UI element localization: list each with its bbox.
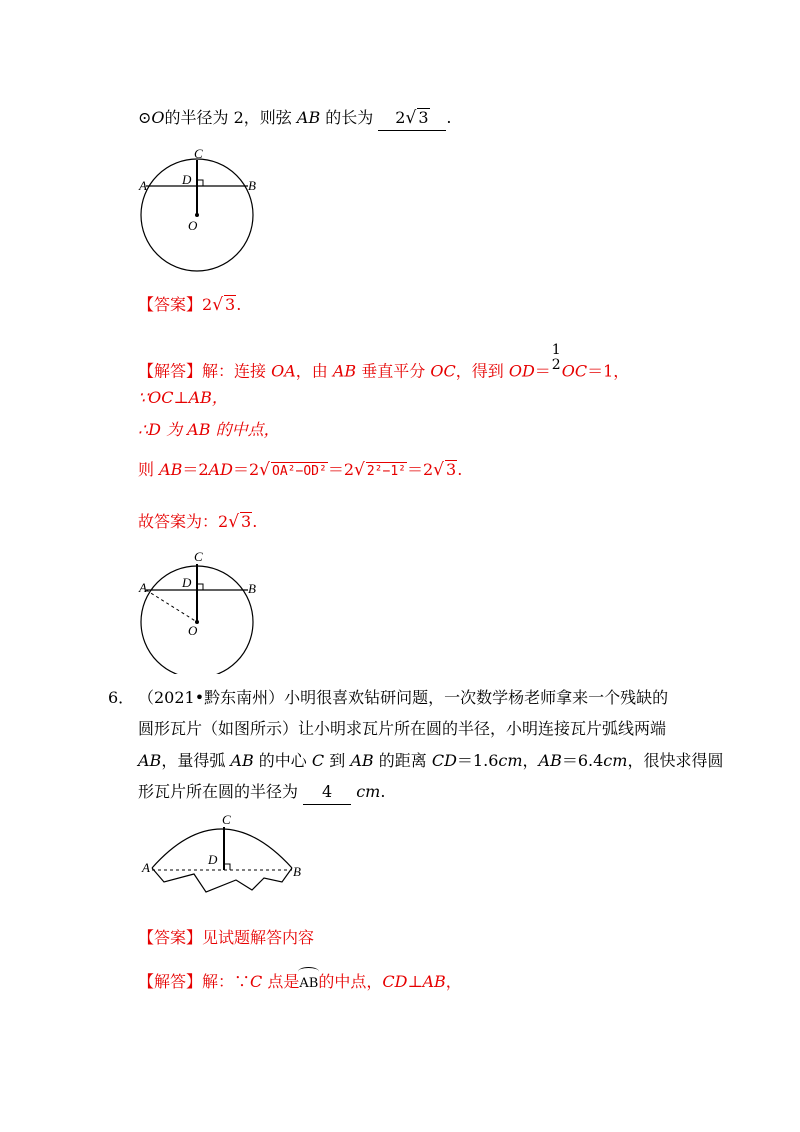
var-ab: AB [296,108,321,127]
q5-solution-line1 [138,342,630,387]
label-c: C [194,549,203,564]
var-ab: AB [422,972,446,991]
q5-solution-line3: ∴D 为 AB 的中点， [138,420,280,439]
q6-text: ＝1.6 [456,751,499,770]
label-d: D [182,575,192,590]
q5-solution-line2: ∵OC⊥AB， [138,388,228,407]
solution-tag: 【解答】 [138,361,203,381]
q5-solution-line4 [138,458,462,482]
label-b: B [248,581,256,596]
radicand: 2²−1² [366,464,406,479]
q6-text: ， [522,751,539,770]
arc-ab: AB [299,972,318,996]
unit-cm: cm [603,751,628,770]
var-cd: CD [382,972,408,991]
q5-final-answer [138,510,257,534]
final-end: . [252,512,258,531]
radical-sign: √ [259,460,271,480]
sol-text: ＝1， [587,361,630,381]
unit-cm: cm [356,782,381,801]
label-b: B [248,178,256,193]
q6-text: 形瓦片所在圆的半径为 [138,782,299,801]
var-ab: AB [138,751,162,770]
fraction-half [552,343,561,373]
label-a: A [139,178,147,193]
var-ab: AB [159,460,183,479]
answer-tag: 【答案】 [138,928,203,947]
sol-text: ＝2 [327,460,354,479]
answer-end: . [236,295,242,314]
final-text: 故答案为：2 [138,512,229,531]
solution-tag: 【解答】 [138,972,203,991]
label-a: A [139,580,147,595]
q6-text: ，很快求得圆 [627,751,724,770]
sol-text: ，由 [295,361,333,381]
var-oc: OC [430,361,456,381]
sol-text: ＝2 [182,460,209,479]
label-a: A [142,860,150,875]
var-oc: OC [561,361,588,381]
answer-coef: 2 [202,295,213,314]
var-ab: AB [332,361,357,381]
answer-blank [378,106,446,131]
stem-text: 的半径为 2，则弦 [164,108,297,127]
label-c: C [194,146,203,161]
answer-blank [303,780,351,805]
var-cd: CD [431,751,457,770]
radical-sign: √ [433,460,445,480]
radicand: 3 [418,108,429,127]
q6-text: ，量得弧 [161,751,231,770]
q6-line2: 圆形瓦片（如图所示）让小明求瓦片所在圆的半径，小明连接瓦片弧线两端 [138,719,667,738]
var-ab: AB [350,751,374,770]
label-o: O [188,218,198,233]
label-d: D [182,172,192,187]
q6-text: 到 [324,751,351,770]
sol-text: 解： [202,972,235,991]
label-o: O [188,623,198,638]
stem-text: 的长为 [320,108,374,127]
sol-text: 的中点， [318,972,383,991]
answer-coef: 2 [395,108,406,127]
radicand: 3 [241,512,252,531]
sol-text: ＝2 [232,460,260,479]
question-number: 6． [108,688,135,707]
q6-tile-figure [136,810,306,900]
q6-solution [138,970,462,996]
sol-text: 解：连接 [202,361,272,381]
radicand: 3 [446,460,457,479]
q6-answer [138,926,314,950]
sol-text: ， [445,972,462,991]
sol-text: ，得到 [455,361,509,381]
radical-sign: √ [405,108,417,128]
q5-solution-figure [136,544,266,674]
radicand: OA²−OD² [272,464,327,479]
frac-den: 2 [551,357,561,373]
sol-text: . [457,460,463,479]
q6-text: （2021•黔东南州）小明很喜欢钻研问题，一次数学杨老师拿来一个残缺的 [138,688,669,707]
perp-symbol: ⊥ [407,972,423,991]
q5-answer [138,293,241,317]
radical-sign: √ [212,295,224,315]
stem-end: . [446,108,452,127]
because-symbol: ∵ [234,972,251,991]
q6-text: 的距离 [373,751,432,770]
sol-text: 点是 [262,972,300,991]
sol-text: ＝2 [406,460,434,479]
q6-end: . [380,782,386,801]
q6-text: ＝6.4 [561,751,604,770]
radical-sign: √ [354,460,365,480]
var-od: OD [508,361,535,381]
var-ab: AB [230,751,254,770]
label-c: C [222,812,231,827]
q6-line3 [138,749,723,773]
var-ab: AB [538,751,562,770]
frac-num: 1 [551,342,561,358]
sol-text: 垂直平分 [356,361,431,381]
q6-text: 的中心 [253,751,312,770]
radicand: 3 [225,295,236,314]
label-d: D [208,852,218,867]
answer-text: 见试题解答内容 [202,928,315,947]
answer-tag: 【答案】 [138,295,203,314]
var-ad: AD [208,460,233,479]
radical-sign: √ [228,512,240,532]
var-o: O [151,108,165,127]
var-c: C [250,972,263,991]
unit-cm: cm [498,751,523,770]
var-oa: OA [271,361,296,381]
answer-value: 4 [322,782,333,801]
circle-symbol: ⊙ [138,108,152,127]
var-c: C [311,751,325,770]
q6-line4 [138,780,385,805]
q6-line1 [108,686,668,710]
q5-figure-circle [136,144,266,274]
label-b: B [293,864,301,879]
equals: ＝ [534,361,551,381]
q5-stem [138,106,451,131]
sol-text: 则 [138,460,160,479]
